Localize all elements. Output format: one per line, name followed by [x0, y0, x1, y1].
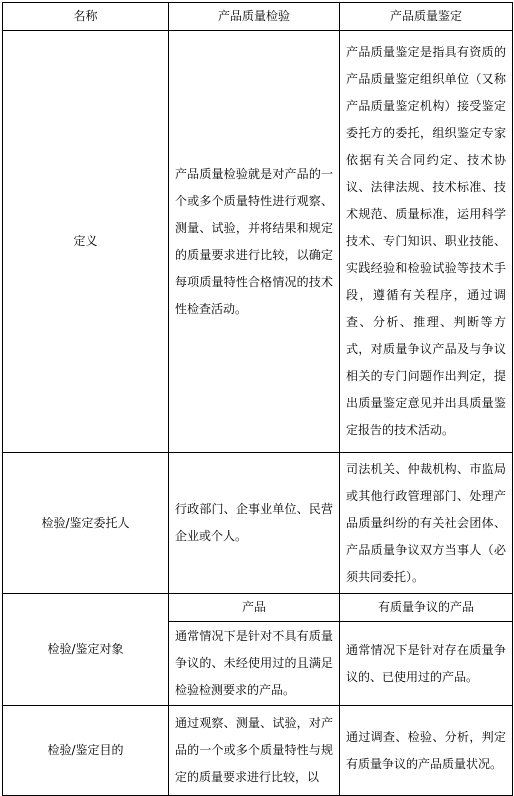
- inspection-subheader: 产品: [169, 594, 340, 622]
- row-label: 定义: [3, 31, 169, 453]
- table-row: [3, 706, 513, 796]
- table-row: [3, 453, 513, 594]
- table-row: [3, 31, 513, 453]
- appraisal-cell: 产品质量鉴定是指具有资质的产品质量鉴定组织单位（又称产品质量鉴定机构）接受鉴定委托方的委托，组织鉴定专家依据有关合同约定、技术协议、法律法规、技术标准、技术规范、质量标准，运用科学技术、专门知识、职业技能、实践经验和检验试验等技术手段，遵循有关程序，通过调查、分析、推理、判断等方式，对质量争议产品及与争议相关的专门问题作出判定，提出质量鉴定意见并出具质量鉴定报告的技术活动。: [340, 31, 513, 453]
- inspection-cell: 通常情况下是针对不具有质量争议的、未经使用过的且满足检验检测要求的产品。: [169, 622, 340, 706]
- inspection-cell: 产品质量检验就是对产品的一个或多个质量特性进行观察、测量、试验，并将结果和规定的质量要求进行比较，以确定每项质量特性合格情况的技术性检查活动。: [169, 31, 340, 453]
- row-label: 检验/鉴定对象: [3, 594, 169, 706]
- comparison-table: [2, 2, 513, 796]
- row-label: 检验/鉴定目的: [3, 706, 169, 796]
- inspection-cell: 行政部门、企事业单位、民营企业或个人。: [169, 453, 340, 594]
- header-name: 名称: [3, 3, 169, 31]
- appraisal-cell: 司法机关、仲裁机构、市监局或其他行政管理部门、处理产品质量纠纷的有关社会团体、产品质量争议双方当事人（必须共同委托）。: [340, 453, 513, 594]
- appraisal-cell: 通过调查、检验、分析，判定有质量争议的产品质量状况。: [340, 706, 513, 796]
- header-inspection: 产品质量检验: [169, 3, 340, 31]
- row-label: 检验/鉴定委托人: [3, 453, 169, 594]
- appraisal-cell: 通常情况下是针对存在质量争议的、已使用过的产品。: [340, 622, 513, 706]
- inspection-cell: 通过观察、测量、试验，对产品的一个或多个质量特性与规定的质量要求进行比较，以: [169, 706, 340, 796]
- header-appraisal: 产品质量鉴定: [340, 3, 513, 31]
- table-row: [3, 594, 513, 622]
- appraisal-subheader: 有质量争议的产品: [340, 594, 513, 622]
- header-row: [3, 3, 513, 31]
